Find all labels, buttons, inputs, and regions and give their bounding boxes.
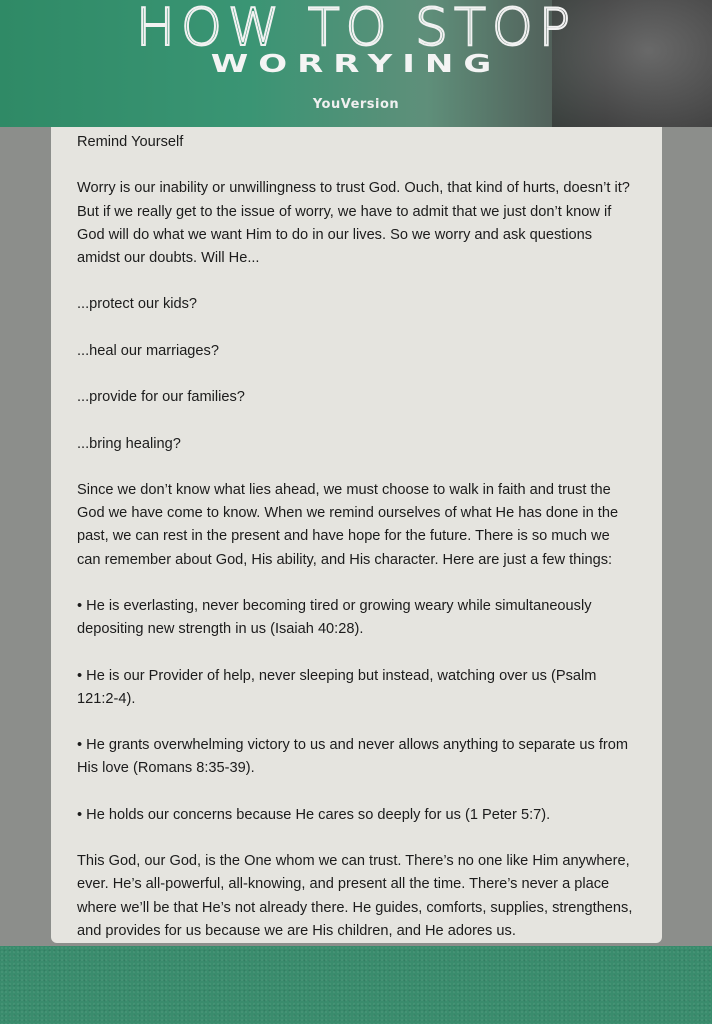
paragraph: Worry is our inability or unwillingness to trust God. Ouch, that kind of hurts, doesn’t it? But if we really get to the issue of worry, we have to admit that we just don’t know if God will do what we want Him to do in our lives. So we worry and ask questions amidst our doubts. Will He... (77, 180, 630, 266)
paragraph: This God, our God, is the One whom we can trust. There’s no one like Him anywhere, ever. He’s all-powerful, all-knowing, and present all the time. There’s never a place where we’ll be that He’s not already there. He guides, comforts, supplies, strengthens, and provides for us because we are His children, and He adores us. (77, 853, 633, 939)
devotional-content[interactable] (51, 127, 662, 943)
bullet-item: • He holds our concerns because He cares so deeply for us (1 Peter 5:7). (77, 806, 551, 823)
plan-banner (0, 0, 712, 127)
banner-title-line2: WORRYING (210, 49, 502, 79)
devotional-heading: Remind Yourself (77, 134, 184, 150)
paragraph: ...bring healing? (77, 435, 181, 452)
footer-background (0, 946, 712, 1024)
youversion-logo: YouVersion (312, 97, 400, 112)
bullet-item: • He is everlasting, never becoming tired or growing weary while simultaneously depositing new strength in us (Isaiah 40:28). (77, 597, 592, 638)
bullet-item: • He is our Provider of help, never sleeping but instead, watching over us (Psalm 121:2-4). (77, 667, 597, 707)
paragraph: ...provide for our families? (77, 389, 245, 406)
bullet-item: • He grants overwhelming victory to us and never allows anything to separate us from His love (Romans 8:35-39). (77, 737, 629, 777)
paragraph: ...protect our kids? (77, 296, 198, 313)
banner-title-line1: HOW TO STOP (135, 0, 577, 58)
paragraph: Since we don’t know what lies ahead, we must choose to walk in faith and trust the God we have come to know. When we remind ourselves of what He has done in the past, we can rest in the present and have hope for the future. There is so much we can remember about God, His ability, and His character. Here are just a few things: (77, 481, 619, 568)
paragraph: ...heal our marriages? (77, 342, 219, 359)
